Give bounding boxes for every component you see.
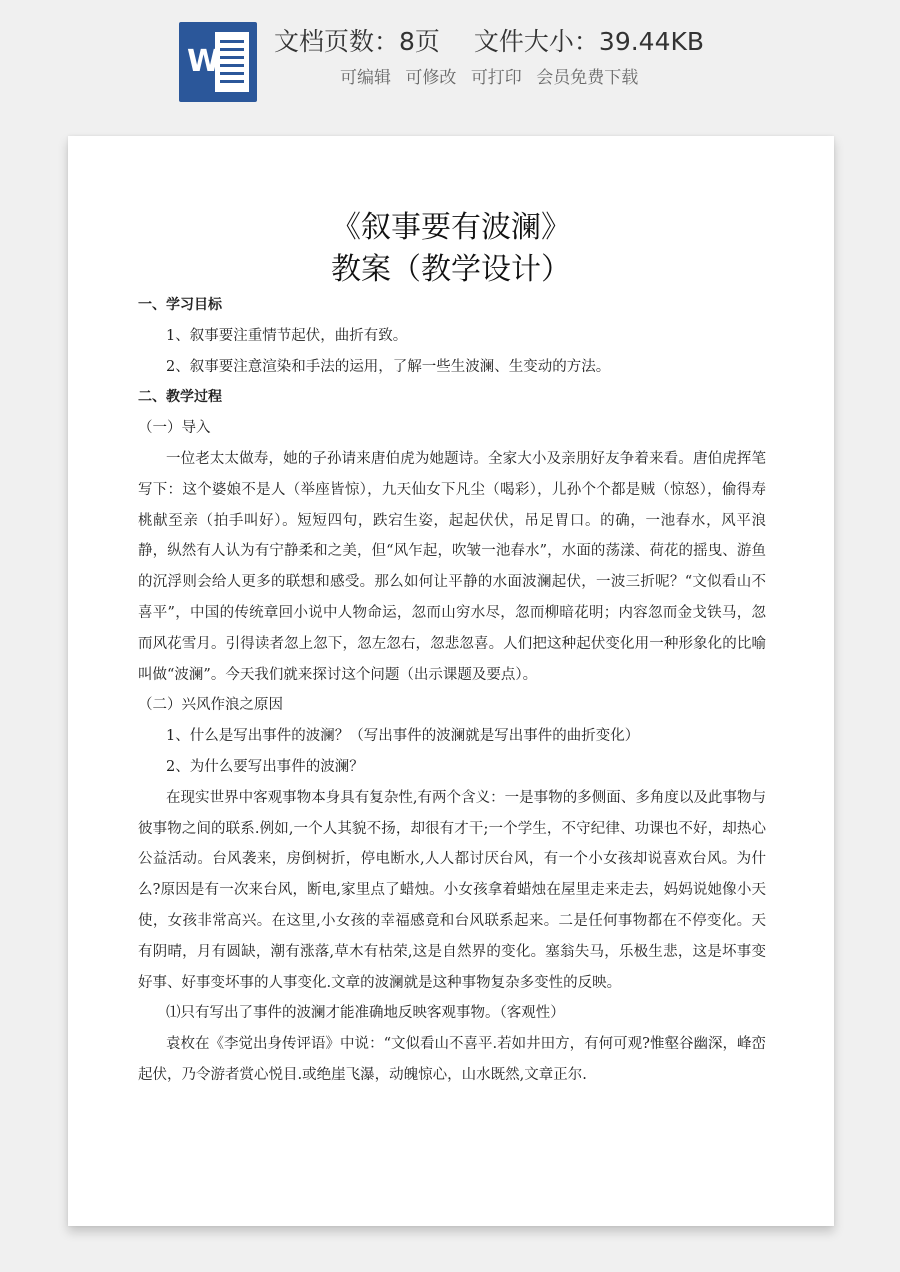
paragraph: 袁枚在《李觉出身传评语》中说：“文似看山不喜平.若如井田方，有何可观?惟壑谷幽深，峰峦起伏，乃令游者赏心悦目.或绝崖飞瀑，动魄惊心，山水既然,文章正尔. [138, 1036, 766, 1083]
word-icon-letter: W [187, 44, 221, 79]
document-title: 《叙事要有波澜》 [331, 210, 571, 245]
paragraph: 2、叙事要注意渲染和手法的运用，了解一些生波澜、生变动的方法。 [166, 358, 611, 375]
file-size: 文件大小：39.44KB [473, 27, 705, 56]
paragraph: ⑴只有写出了事件的波澜才能准确地反映客观事物。（客观性） [166, 1005, 565, 1022]
feature-editable: 可编辑 [340, 68, 391, 88]
paragraph: 2、为什么要写出事件的波澜？ [166, 758, 364, 775]
paragraph: 1、叙事要注重情节起伏，曲折有致。 [166, 327, 408, 344]
word-document-icon [179, 22, 257, 102]
feature-member-download: 会员免费下载 [536, 68, 639, 88]
page-count: 文档页数：8页 [274, 27, 440, 56]
section-heading: 二、教学过程 [138, 389, 222, 406]
paragraph: 在现实世界中客观事物本身具有复杂性,有两个含义：一是事物的多侧面、多角度以及此事物与彼事物之间的联系.例如,一个人其貌不扬，却很有才干;一个学生，不守纪律、功课也不好，却热心公益活动。台风袭来，房倒树折，停电断水,人人都讨厌台风，有一个小女孩却说喜欢台风。为什么?原因是有一次来台风，断电,家里点了蜡烛。小女孩拿着蜡烛在屋里走来走去，妈妈说她像小天使，女孩非常高兴。在这里,小女孩的幸福感竟和台风联系起来。二是任何事物都在不停变化。天有阴晴，月有圆缺，潮有涨落,草木有枯荣,这是自然界的变化。塞翁失马，乐极生悲，这是坏事变好事、好事变坏事的人事变化.文章的波澜就是这种事物复杂多变性的反映。 [138, 789, 766, 991]
paragraph: 1、什么是写出事件的波澜？（写出事件的波澜就是写出事件的曲折变化） [166, 728, 640, 745]
paragraph: 一位老太太做寿，她的子孙请来唐伯虎为她题诗。全家大小及亲朋好友争着来看。唐伯虎挥笔写下：这个婆娘不是人（举座皆惊），九天仙女下凡尘（喝彩），儿孙个个都是贼（惊怒），偷得寿桃献至亲（拍手叫好）。短短四句，跌宕生姿，起起伏伏，吊足胃口。的确，一池春水，风平浪静，纵然有人认为有宁静柔和之美，但“风乍起，吹皱一池春水”，水面的荡漾、荷花的摇曳、游鱼的沉浮则会给人更多的联想和感受。那么如何让平静的水面波澜起伏，一波三折呢？“文似看山不喜平”，中国的传统章回小说中人物命运，忽而山穷水尽，忽而柳暗花明；内容忽而金戈铁马，忽而风花雪月。引得读者忽上忽下，忽左忽右，忽悲忽喜。人们把这种起伏变化用一种形象化的比喻叫做“波澜”。今天我们就来探讨这个问题（出示课题及要点）。 [138, 450, 766, 683]
document-body [138, 290, 766, 1091]
document-subtitle: 教案（教学设计） [331, 252, 571, 287]
section-heading: 一、学习目标 [138, 297, 222, 313]
feature-list [340, 62, 740, 94]
feature-modifiable: 可修改 [405, 68, 457, 88]
document-stats [274, 22, 874, 62]
document-info-header [0, 0, 900, 120]
paragraph: （二）兴风作浪之原因 [138, 697, 283, 714]
paragraph: （一）导入 [138, 420, 211, 437]
feature-printable: 可打印 [470, 68, 522, 88]
document-page [68, 136, 834, 1226]
